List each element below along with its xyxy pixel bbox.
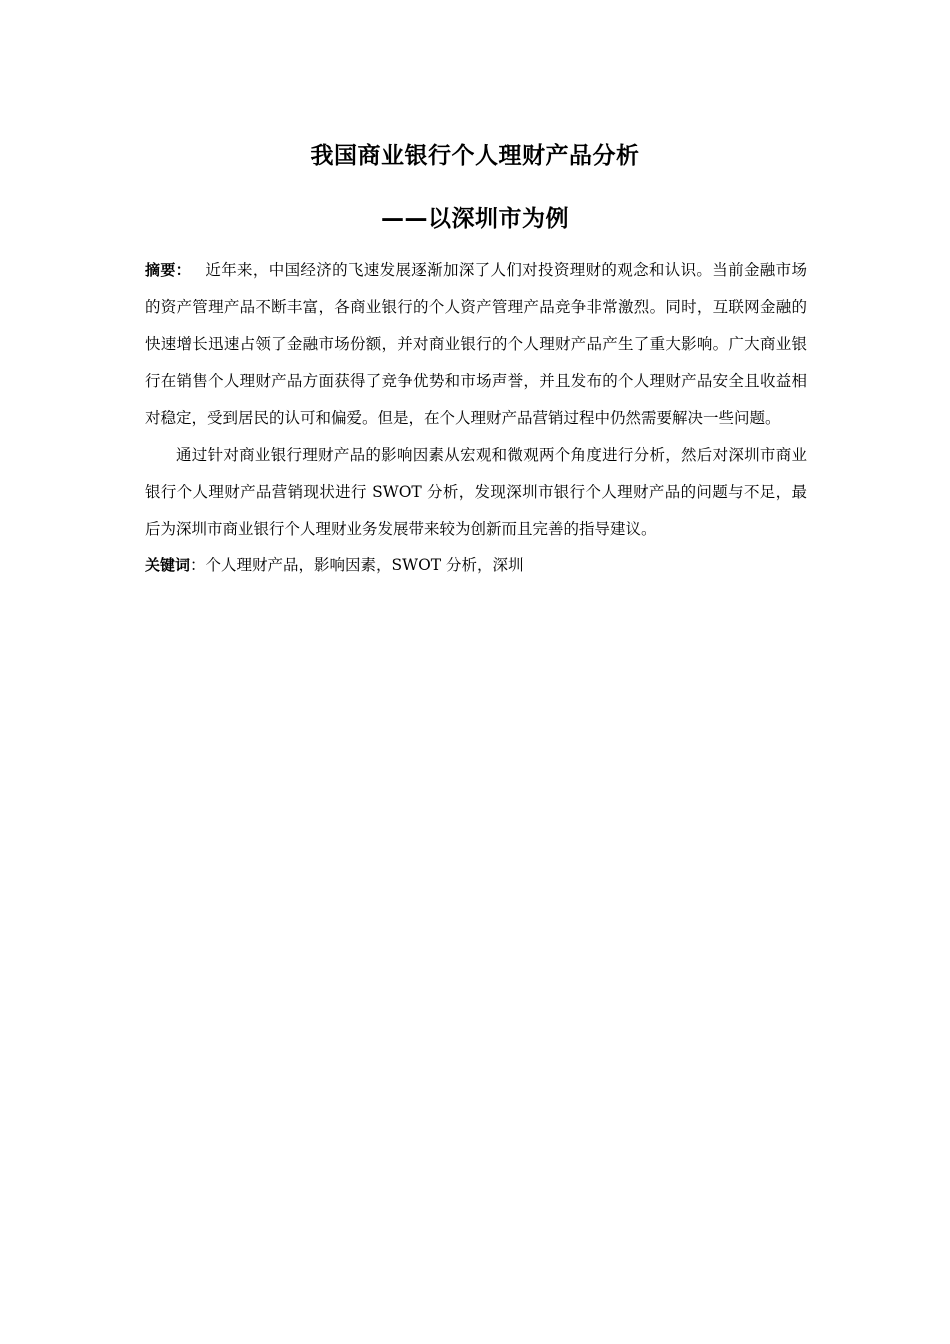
keywords-label: 关键词 (145, 556, 191, 574)
abstract-section (145, 252, 807, 582)
abstract-paragraph-2: 通过针对商业银行理财产品的影响因素从宏观和微观两个角度进行分析，然后对深圳市商业银行个人理财产品营销现状进行 SWOT 分析，发现深圳市银行个人理财产品的问题与不足，最后为深圳市商业银行个人理财业务发展带来较为创新而且完善的指导建议。 (145, 446, 807, 538)
document-subtitle: ——以深圳市为例 (381, 206, 569, 232)
keywords-separator: ： (190, 556, 206, 574)
abstract-paragraph-1 (145, 252, 807, 437)
document-title: 我国商业银行个人理财产品分析 (310, 143, 640, 169)
abstract-text-1: 近年来，中国经济的飞速发展逐渐加深了人们对投资理财的观念和认识。当前金融市场的资产管理产品不断丰富，各商业银行的个人资产管理产品竞争非常激烈。同时，互联网金融的快速增长迅速占领了金融市场份额，并对商业银行的个人理财产品产生了重大影响。广大商业银行在销售个人理财产品方面获得了竞争优势和市场声誉，并且发布的个人理财产品安全且收益相对稳定，受到居民的认可和偏爱。但是，在个人理财产品营销过程中仍然需要解决一些问题。 (145, 261, 807, 427)
keywords-line (145, 548, 807, 582)
keywords-text: 个人理财产品，影响因素，SWOT 分析，深圳 (205, 556, 524, 574)
abstract-label: 摘要： (145, 261, 192, 279)
